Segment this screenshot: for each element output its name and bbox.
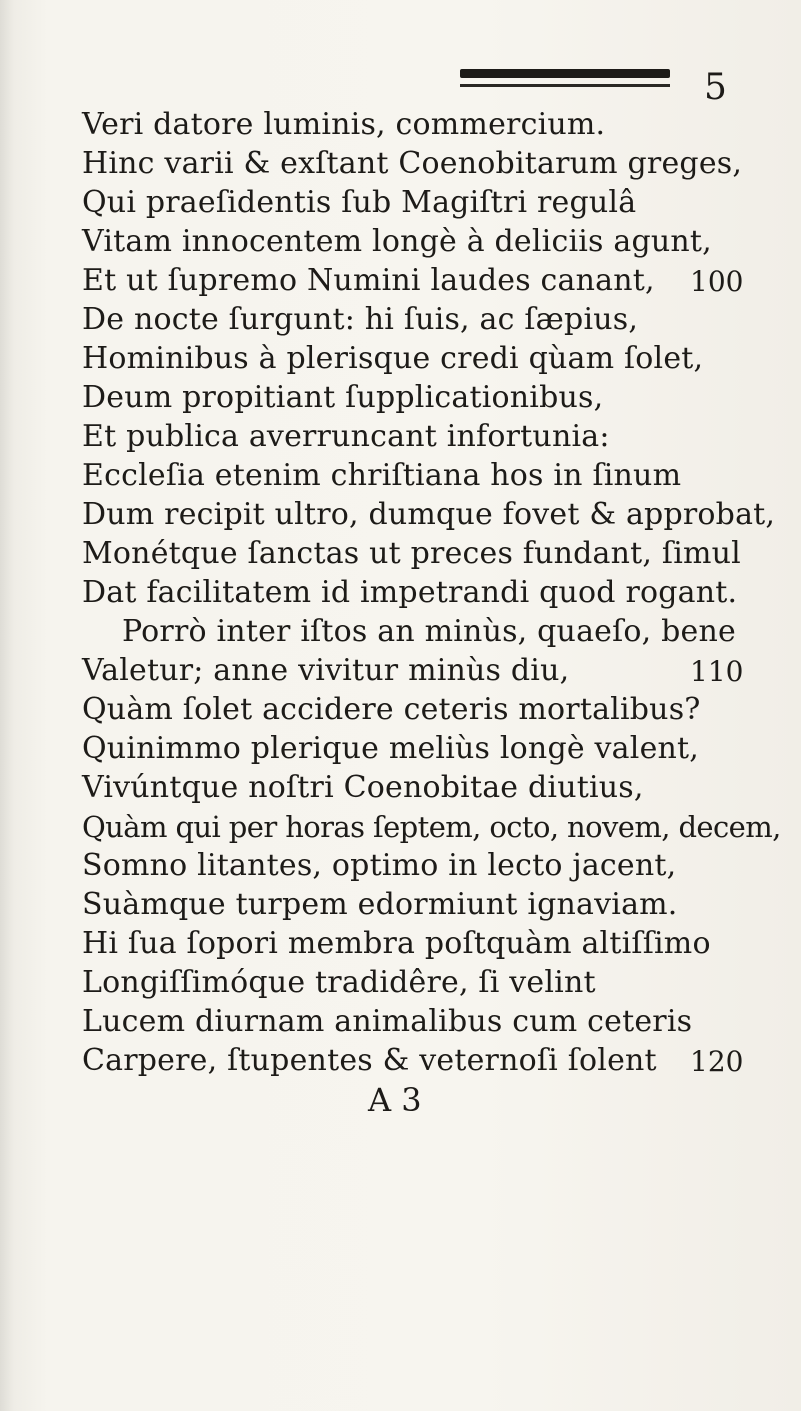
- verse-line: Et ut ſupremo Numini laudes canant,: [82, 263, 655, 298]
- header-ornament-rule-thin: [460, 84, 670, 87]
- verse-line: Quàm ſolet accidere ceteris mortalibus?: [82, 692, 701, 727]
- verse-line: Lucem diurnam animalibus cum ceteris: [82, 1004, 693, 1039]
- verse-line: Qui praeſidentis ſub Magiſtri regulâ: [82, 185, 637, 220]
- verse-line: Hi ſua ſopori membra poſtquàm altiſſimo: [82, 926, 711, 961]
- signature-mark: A 3: [368, 1081, 422, 1119]
- verse-line: Longiſſimóque tradidêre, ſi velint: [82, 965, 596, 1000]
- verse-line: Hominibus à plerisque credi qùam ſolet,: [82, 341, 704, 376]
- verse-line: Deum propitiant ſupplicationibus,: [82, 380, 604, 415]
- verse-line: Veri datore luminis, commercium.: [82, 107, 606, 142]
- gutter-shadow: [0, 0, 14, 1411]
- line-number: 100: [690, 265, 744, 298]
- verse-line: Vitam innocentem longè à deliciis agunt,: [82, 224, 712, 259]
- verse-line: Quàm qui per horas ſeptem, octo, novem, decem,: [82, 810, 781, 844]
- line-number: 120: [690, 1045, 744, 1078]
- verse-line: Monétque ſanctas ut preces fundant, ſimul: [82, 536, 741, 571]
- verse-line: Vivúntque noſtri Coenobitae diutius,: [82, 770, 644, 805]
- verse-line: Porrò inter iſtos an minùs, quaeſo, bene: [122, 614, 736, 649]
- verse-line: Valetur; anne vivitur minùs diu,: [82, 653, 570, 688]
- verse-line: Dum recipit ultro, dumque fovet & approbat,: [82, 497, 776, 532]
- verse-line: Hinc varii & exſtant Coenobitarum greges,: [82, 146, 743, 181]
- verse-line: Carpere, ſtupentes & veternoſi ſolent: [82, 1043, 657, 1078]
- verse-line: Somno litantes, optimo in lecto jacent,: [82, 848, 677, 883]
- header-ornament-rule: [460, 69, 670, 78]
- line-number: 110: [690, 655, 744, 688]
- page-number: 5: [704, 67, 727, 108]
- verse-line: Suàmque turpem edormiunt ignaviam.: [82, 887, 678, 922]
- verse-line: Et publica averruncant infortunia:: [82, 419, 610, 454]
- verse-line: Eccleſia etenim chriſtiana hos in ſinum: [82, 458, 682, 493]
- verse-line: De nocte ſurgunt: hi ſuis, ac ſæpius,: [82, 302, 639, 337]
- verse-line: Dat facilitatem id impetrandi quod rogant.: [82, 575, 738, 610]
- verse-line: Quinimmo plerique meliùs longè valent,: [82, 731, 700, 766]
